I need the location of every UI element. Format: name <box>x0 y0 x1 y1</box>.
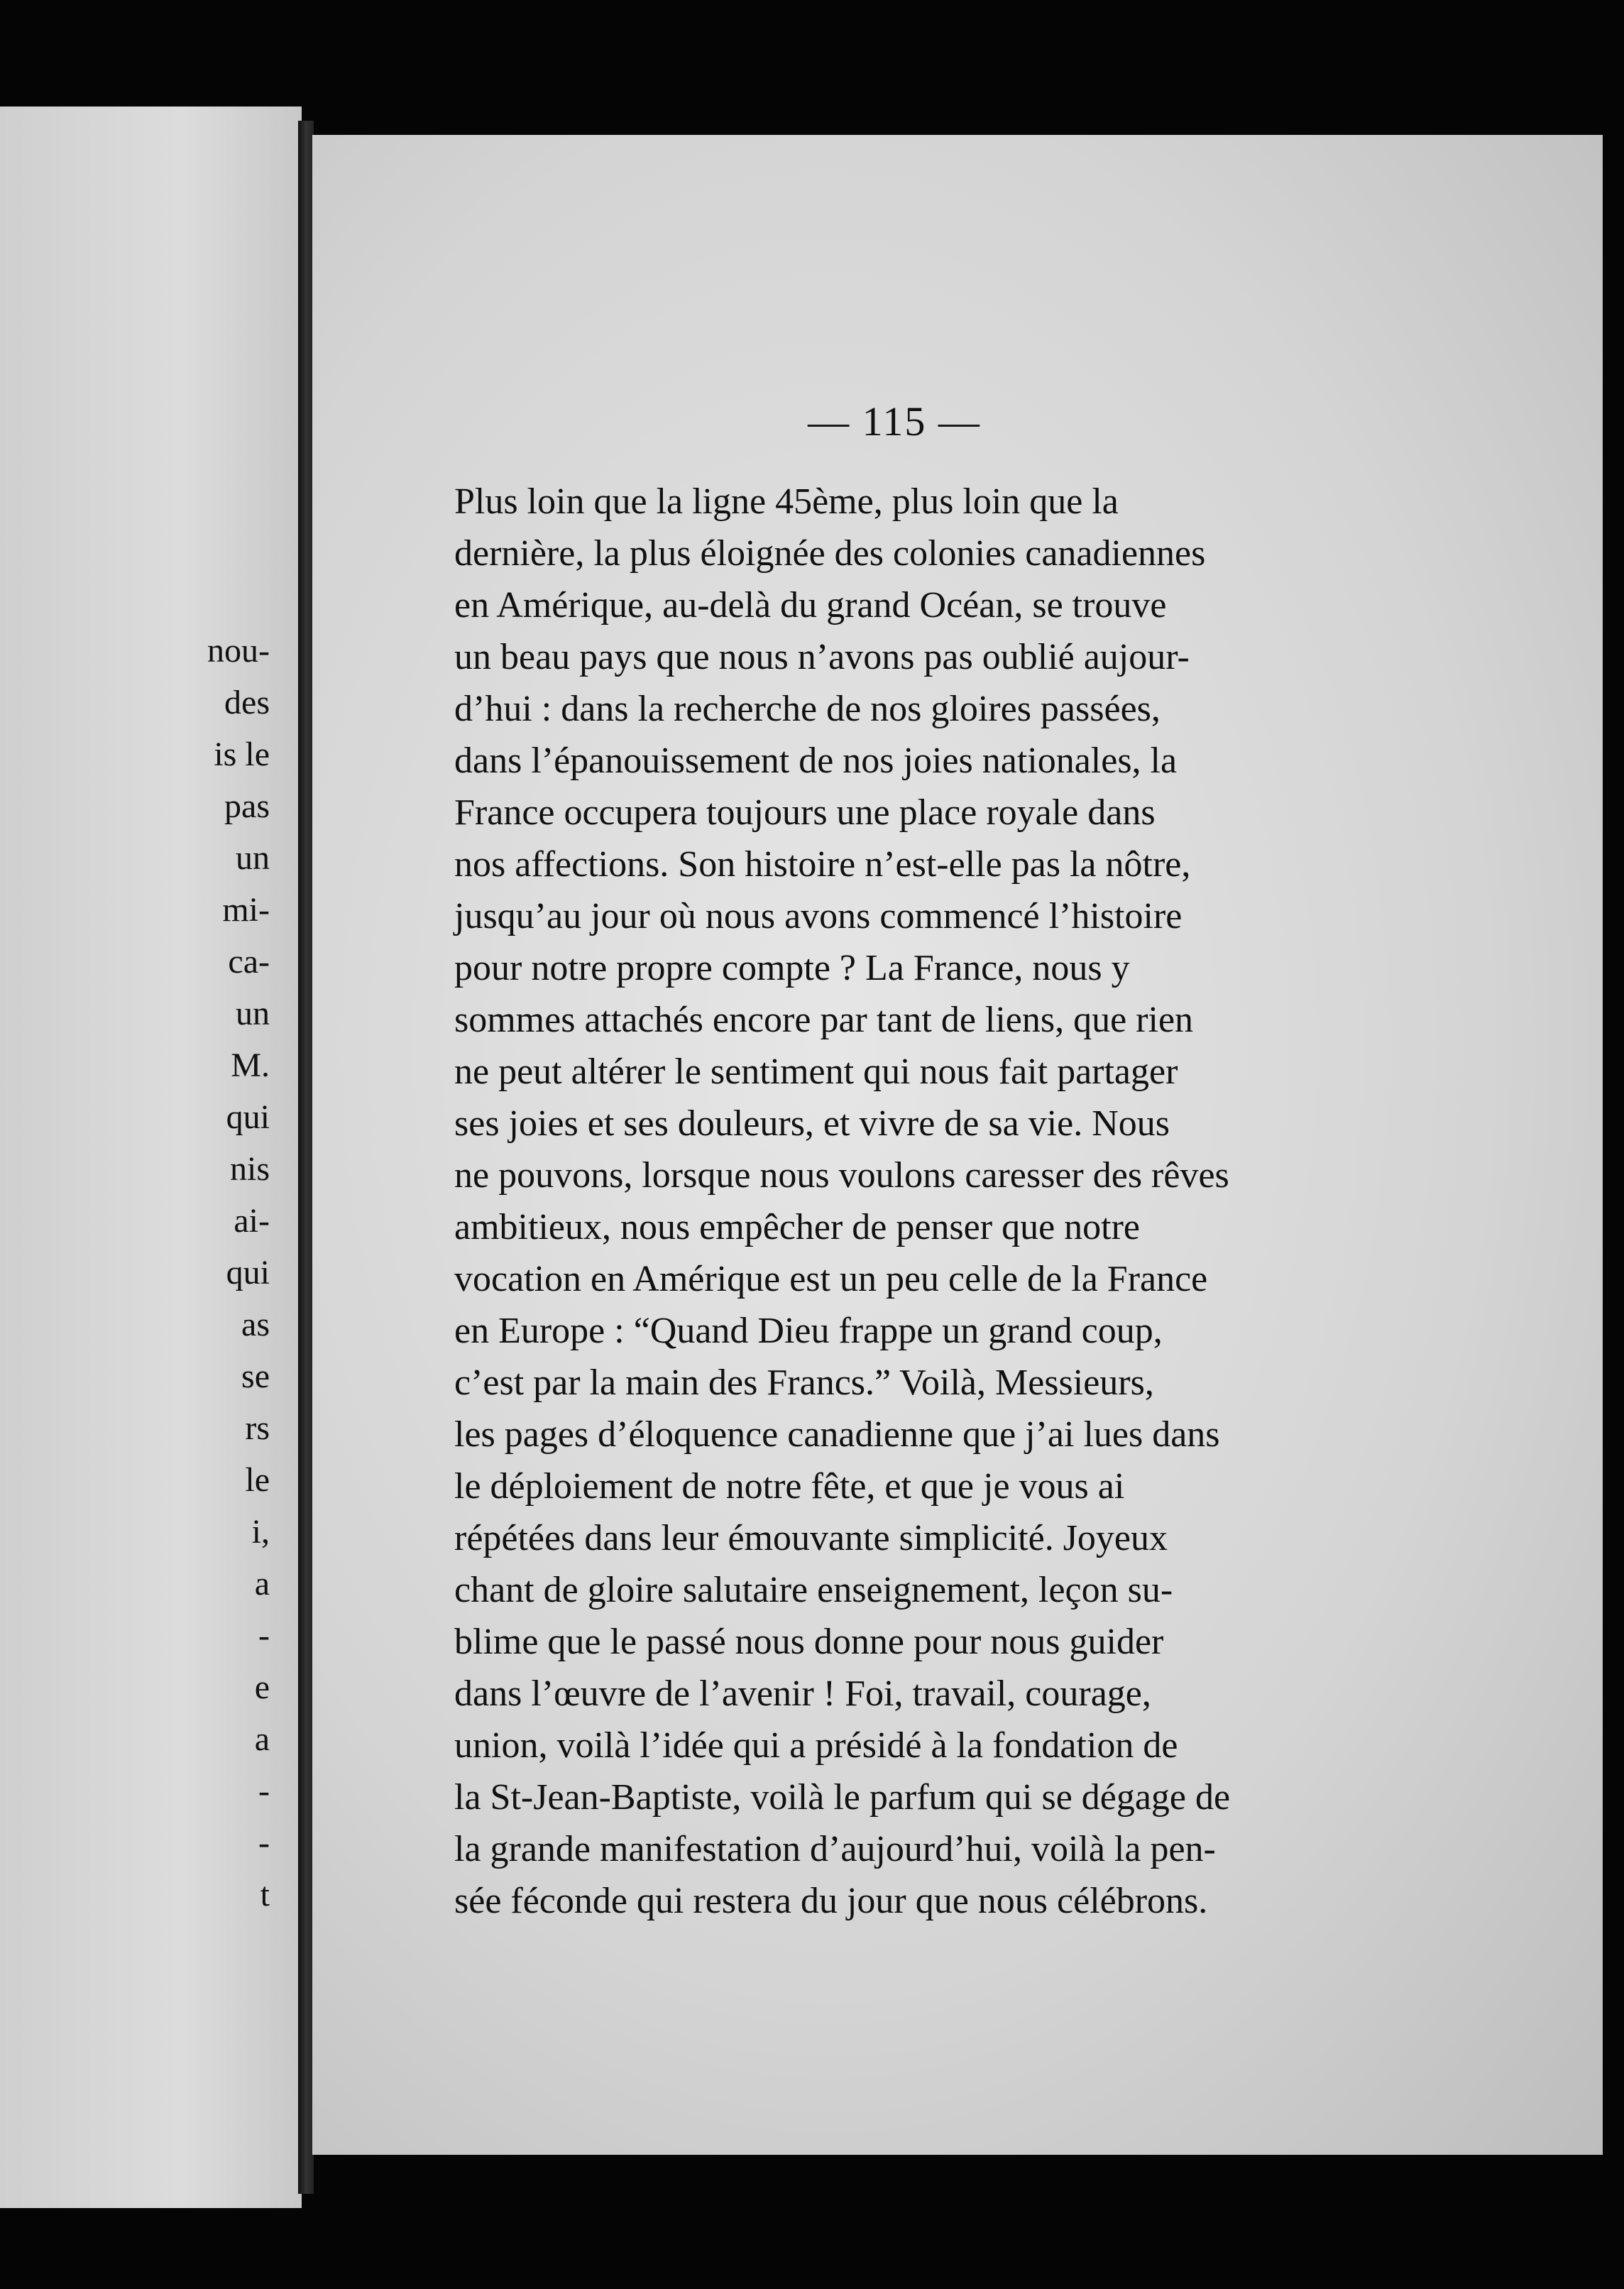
text-line: France occupera toujours une place royale dans <box>454 792 1156 833</box>
text-line: chant de gloire salutaire enseignement, leçon su- <box>454 1570 1173 1610</box>
text-line: pour notre propre compte ? La France, nous y <box>454 948 1130 988</box>
previous-page-line: le <box>245 1461 270 1499</box>
previous-page-line: un <box>236 839 270 877</box>
text-line: ne pouvons, lorsque nous voulons caresser des rêves <box>454 1155 1229 1196</box>
previous-page-line: - <box>258 1824 270 1862</box>
text-line: jusqu’au jour où nous avons commencé l’histoire <box>454 896 1183 936</box>
text-line: le déploiement de notre fête, et que je vous ai <box>454 1466 1125 1507</box>
previous-page-line: qui <box>226 1098 270 1136</box>
previous-page-line: i, <box>251 1513 270 1551</box>
text-line: ambitieux, nous empêcher de penser que notre <box>454 1207 1140 1247</box>
text-line: répétées dans leur émouvante simplicité. Joyeux <box>454 1518 1168 1558</box>
previous-page-line: M. <box>231 1047 270 1084</box>
text-line: en Amérique, au-delà du grand Océan, se trouve <box>454 585 1167 625</box>
page-number: — 115 — <box>808 398 981 444</box>
previous-page-line: a <box>254 1565 270 1602</box>
current-page <box>312 135 1603 2155</box>
text-line: union, voilà l’idée qui a présidé à la fondation de <box>454 1725 1178 1766</box>
text-line: Plus loin que la ligne 45ème, plus loin que la <box>454 481 1119 522</box>
previous-page-line: a <box>254 1720 270 1758</box>
previous-page-line: ca- <box>228 943 270 980</box>
text-line: blime que le passé nous donne pour nous guider <box>454 1622 1164 1662</box>
book-gutter <box>298 121 314 2194</box>
previous-page-line: nis <box>229 1150 270 1188</box>
previous-page-line: rs <box>245 1409 270 1447</box>
page-body-text <box>454 476 1624 1927</box>
text-line: ne peut altérer le sentiment qui nous fait partager <box>454 1051 1178 1092</box>
text-line: ses joies et ses douleurs, et vivre de sa vie. Nous <box>454 1103 1170 1144</box>
previous-page-line: nou- <box>207 632 270 670</box>
text-line: les pages d’éloquence canadienne que j’ai lues dans <box>454 1414 1220 1455</box>
text-line: d’hui : dans la recherche de nos gloires passées, <box>454 689 1161 729</box>
text-line: un beau pays que nous n’avons pas oublié aujour- <box>454 637 1190 677</box>
previous-page-line: e <box>254 1668 270 1706</box>
previous-page-line: ai- <box>234 1202 270 1240</box>
text-line: c’est par la main des Francs.” Voilà, Messieurs, <box>454 1362 1154 1403</box>
text-line: la grande manifestation d’aujourd’hui, voilà la pen- <box>454 1829 1216 1869</box>
previous-page-line: un <box>236 995 270 1032</box>
previous-page-line: pas <box>224 787 270 825</box>
previous-page-line: t <box>260 1876 270 1913</box>
text-line: dernière, la plus éloignée des colonies canadiennes <box>454 533 1206 574</box>
text-line: sée féconde qui restera du jour que nous célébrons. <box>454 1881 1208 1921</box>
text-line: la St-Jean-Baptiste, voilà le parfum qui se dégage de <box>454 1777 1231 1818</box>
text-line: dans l’œuvre de l’avenir ! Foi, travail, courage, <box>454 1673 1151 1714</box>
previous-page-line: - <box>258 1772 270 1810</box>
text-line: en Europe : “Quand Dieu frappe un grand coup, <box>454 1311 1163 1351</box>
previous-page-line: se <box>241 1357 270 1395</box>
previous-page-line: qui <box>226 1254 270 1291</box>
previous-page-line: mi- <box>222 891 270 929</box>
previous-page-text <box>0 625 298 1921</box>
text-line: vocation en Amérique est un peu celle de la France <box>454 1259 1208 1299</box>
text-line: nos affections. Son histoire n’est-elle pas la nôtre, <box>454 844 1191 885</box>
previous-page-line: as <box>241 1306 270 1343</box>
text-line: sommes attachés encore par tant de liens, que rien <box>454 1000 1194 1040</box>
previous-page-line: - <box>258 1617 270 1654</box>
previous-page-fragment <box>0 106 302 2208</box>
text-line: dans l’épanouissement de nos joies nationales, la <box>454 741 1178 781</box>
previous-page-line: des <box>224 684 270 721</box>
previous-page-line: is le <box>214 736 270 773</box>
